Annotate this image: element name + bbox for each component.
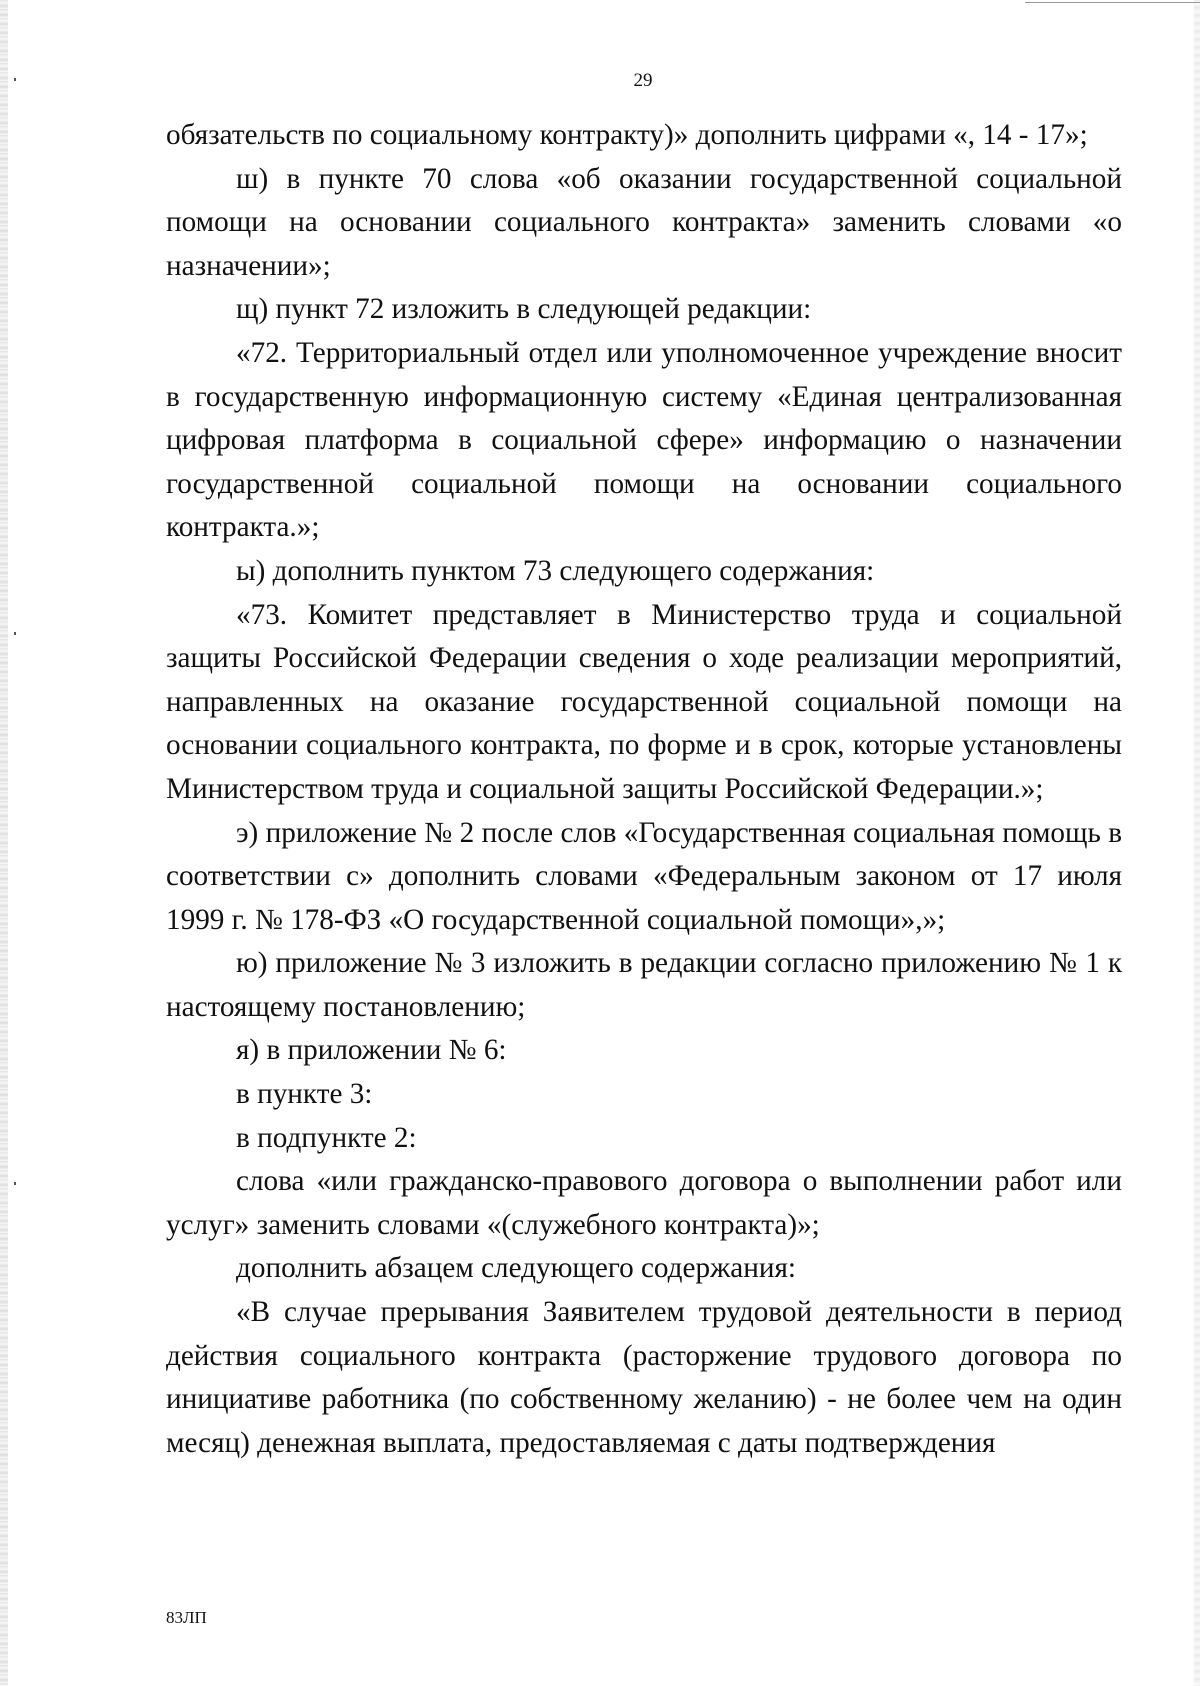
page-number: 29 [633, 70, 653, 91]
scan-speck [14, 1182, 16, 1185]
footer-document-code: 83ЛП [166, 1608, 207, 1627]
scan-top-line [1025, 2, 1200, 3]
scan-right-edge [1194, 0, 1200, 1686]
paragraph: «73. Комитет представляет в Министерство труда и социальной защиты Российской Федерации сведения о ходе реализации мероприятий, направленных на оказание государственной социальной помощи на основании социального контракта, по форме и в срок, которые установлены Министерством труда и социальной защиты Российской Федерации.»; [166, 598, 1122, 805]
paragraph: «72. Территориальный отдел или уполномоченное учреждение вносит в государственную информационную систему «Единая централизованная цифровая платформа в социальной сфере» информацию о назначении государственной социальной помощи на основании социального контракта.»; [166, 336, 1122, 544]
paragraph: слова «или гражданско-правового договора о выполнении работ или услуг» заменить словами «(служебного контракта)»; [166, 1165, 1122, 1241]
paragraph: в подпункте 2: [236, 1121, 417, 1154]
paragraph: ю) приложение № 3 изложить в редакции согласно приложению № 1 к настоящему постановлению; [166, 947, 1122, 1023]
paragraph: я) в приложении № 6: [236, 1034, 507, 1067]
paragraph: дополнить абзацем следующего содержания: [236, 1252, 796, 1285]
paragraph: щ) пункт 72 изложить в следующей редакции: [236, 293, 812, 326]
scan-left-edge [0, 0, 8, 1686]
paragraph: ы) дополнить пунктом 73 следующего содержания: [236, 554, 875, 587]
paragraph: э) приложение № 2 после слов «Государственная социальная помощь в соответствии с» дополнить словами «Федеральным законом от 17 июля 1999 г. № 178-ФЗ «О государственной социальной помощи»,»; [166, 816, 1122, 936]
document-body [166, 114, 1122, 1465]
paragraph: в пункте 3: [236, 1078, 373, 1111]
paragraph: ш) в пункте 70 слова «об оказании государственной социальной помощи на основании социального контракта» заменить словами «о назначении»; [166, 162, 1122, 282]
paragraph: «В случае прерывания Заявителем трудовой деятельности в период действия социального контракта (расторжение трудового договора по инициативе работника (по собственному желанию) - не более чем на один месяц) денежная выплата, предоставляемая с даты подтверждения [166, 1296, 1122, 1459]
scan-speck [14, 632, 16, 635]
paragraph: обязательств по социальному контракту)» дополнить цифрами «, 14 - 17»; [166, 119, 1088, 151]
